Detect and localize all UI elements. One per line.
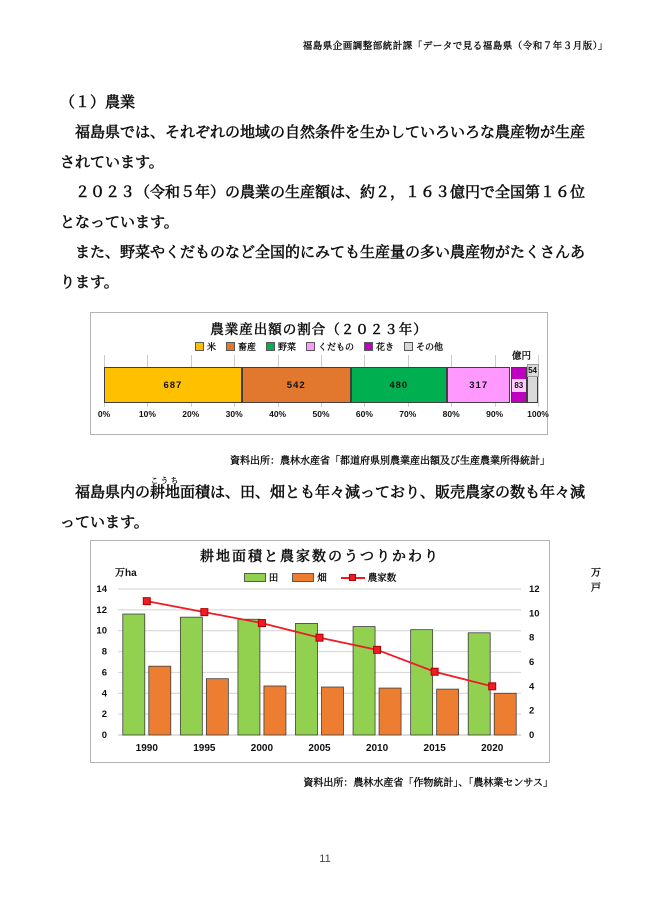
chart2-plot-area	[91, 541, 549, 762]
x-axis-tick: 80%	[442, 409, 460, 419]
bar-paddy	[123, 614, 145, 735]
x-axis-tick: 2020	[481, 743, 504, 754]
left-axis-tick: 6	[101, 667, 107, 679]
body-text-block-1	[60, 88, 594, 298]
left-axis-tick: 10	[96, 625, 107, 637]
left-axis-tick: 4	[101, 688, 107, 700]
line-marker	[374, 646, 381, 653]
segment-value-label: 542	[286, 379, 306, 391]
legend-label: 野菜	[277, 342, 296, 352]
chart1-legend-item	[306, 340, 354, 353]
line-marker	[489, 683, 496, 690]
x-axis-tick: 40%	[269, 409, 287, 419]
bar-segment	[242, 367, 351, 403]
right-axis-tick: 10	[529, 608, 540, 620]
bar-field	[264, 686, 286, 735]
bar-field	[322, 687, 344, 735]
bar-field	[494, 693, 516, 735]
legend-label: 畑	[317, 573, 327, 584]
legend-swatch-icon	[266, 342, 275, 351]
left-axis-tick: 12	[96, 604, 107, 616]
line-marker	[201, 609, 208, 616]
production-share-chart	[90, 312, 548, 435]
document-header: 福島県企画調整部統計課「データで見る福島県（令和７年３月版）」	[302, 41, 608, 52]
section-title: （１）農業	[60, 94, 136, 111]
ruby-kouchi: 耕地こうち	[150, 476, 181, 501]
legend-swatch-icon	[364, 342, 373, 351]
chart1-legend	[91, 340, 547, 353]
bar-segment	[511, 367, 528, 403]
source-note-2: 資料出所：農林水産省「作物統計」、「農林業センサス」	[303, 778, 553, 789]
chart1-title: 農業産出額の割合（２０２３年）	[210, 322, 428, 337]
paragraph-4-post: 面積は、田、畑とも年々減っており、販売農家の数も年々減っています。	[60, 484, 586, 531]
chart2-title: 耕地面積と農家数のうつりかわり	[200, 548, 440, 564]
chart1-legend-item	[364, 340, 394, 353]
bar-paddy	[296, 623, 318, 735]
source-note-1: 資料出所：農林水産省「都道府県別農業産出額及び生産農業所得統計」	[230, 456, 550, 467]
bar-paddy	[180, 617, 202, 735]
segment-value-label: 687	[163, 379, 183, 391]
cultivated-area-chart	[90, 540, 601, 763]
bar-field	[149, 666, 171, 735]
bar-segment	[351, 367, 447, 403]
chart2-left-axis-label: 万ha	[115, 568, 137, 579]
chart1-legend-item	[266, 340, 296, 353]
bar-field	[437, 689, 459, 735]
x-axis-tick: 70%	[399, 409, 417, 419]
left-axis-tick: 8	[101, 646, 107, 658]
chart2-right-axis-label: 万戸	[591, 568, 601, 594]
line-marker	[143, 598, 150, 605]
segment-value-label: 317	[469, 379, 489, 391]
legend-swatch-icon	[226, 342, 235, 351]
legend-swatch-icon	[404, 342, 413, 351]
chart1-legend-item	[226, 340, 256, 353]
x-axis-tick: 2000	[250, 743, 274, 754]
segment-value-chip: 54	[528, 366, 538, 375]
gridline	[538, 355, 539, 407]
right-axis-tick: 6	[529, 657, 535, 668]
chart1-legend-item	[195, 340, 216, 353]
paragraph-1: 福島県では、それぞれの地域の自然条件を生かしていろいろな農産物が生産されています。	[60, 124, 586, 171]
chart1-unit-label: 億円	[511, 351, 531, 362]
legend-label: 米	[206, 342, 216, 352]
left-axis-tick: 0	[101, 730, 107, 741]
x-axis-tick: 50%	[312, 409, 330, 419]
bar-paddy	[411, 630, 433, 735]
body-text-block-2	[60, 476, 594, 538]
x-axis-tick: 2005	[308, 743, 331, 754]
bar-segment	[527, 367, 538, 403]
legend-label: その他	[416, 342, 444, 352]
line-marker	[431, 668, 438, 675]
right-axis-tick: 4	[529, 681, 535, 693]
left-axis-tick: 2	[101, 709, 107, 721]
chart1-plot-area	[104, 355, 538, 407]
bar-field	[379, 688, 401, 735]
chart1-x-axis	[97, 409, 549, 421]
paragraph-2: ２０２３（令和５年）の農業の生産額は、約２，１６３億円で全国第１６位となっています。	[60, 184, 586, 231]
line-marker	[316, 634, 323, 641]
right-axis-tick: 2	[529, 705, 535, 717]
bar-segment	[447, 367, 511, 403]
x-axis-tick: 1990	[135, 743, 158, 754]
chart1-legend-item	[404, 340, 443, 353]
x-axis-tick: 0%	[97, 409, 111, 419]
legend-label: 畜産	[237, 342, 256, 352]
x-axis-tick: 10%	[138, 409, 156, 419]
x-axis-tick: 100%	[527, 409, 549, 419]
x-axis-tick: 20%	[182, 409, 200, 419]
left-axis-tick: 14	[96, 584, 107, 595]
x-axis-tick: 90%	[486, 409, 504, 419]
legend-label: 農家数	[367, 573, 397, 584]
paragraph-4	[60, 476, 594, 538]
bar-segment	[104, 367, 242, 403]
legend-swatch-icon	[306, 342, 315, 351]
x-axis-tick: 30%	[225, 409, 243, 419]
bar-paddy	[238, 619, 260, 735]
right-axis-tick: 0	[529, 730, 535, 741]
segment-value-label: 480	[389, 379, 409, 391]
x-axis-tick: 1995	[193, 743, 216, 754]
legend-label: 花き	[376, 342, 395, 352]
x-axis-tick: 60%	[355, 409, 373, 419]
bar-paddy	[353, 627, 375, 735]
x-axis-tick: 2015	[423, 743, 446, 754]
bar-field	[206, 679, 228, 735]
stacked-bar	[104, 367, 538, 403]
right-axis-tick: 8	[529, 632, 535, 644]
paragraph-4-pre: 福島県内の	[60, 484, 151, 501]
line-marker	[258, 620, 265, 627]
page-number: 11	[319, 853, 331, 865]
legend-swatch-icon	[195, 342, 204, 351]
paragraph-3: また、野菜やくだものなど全国的にみても生産量の多い農産物がたくさんあります。	[60, 244, 586, 291]
segment-value-chip: 83	[512, 379, 526, 392]
x-axis-tick: 2010	[365, 743, 389, 754]
right-axis-tick: 12	[529, 584, 540, 595]
legend-label: くだもの	[318, 342, 355, 352]
legend-label: 田	[268, 573, 279, 584]
